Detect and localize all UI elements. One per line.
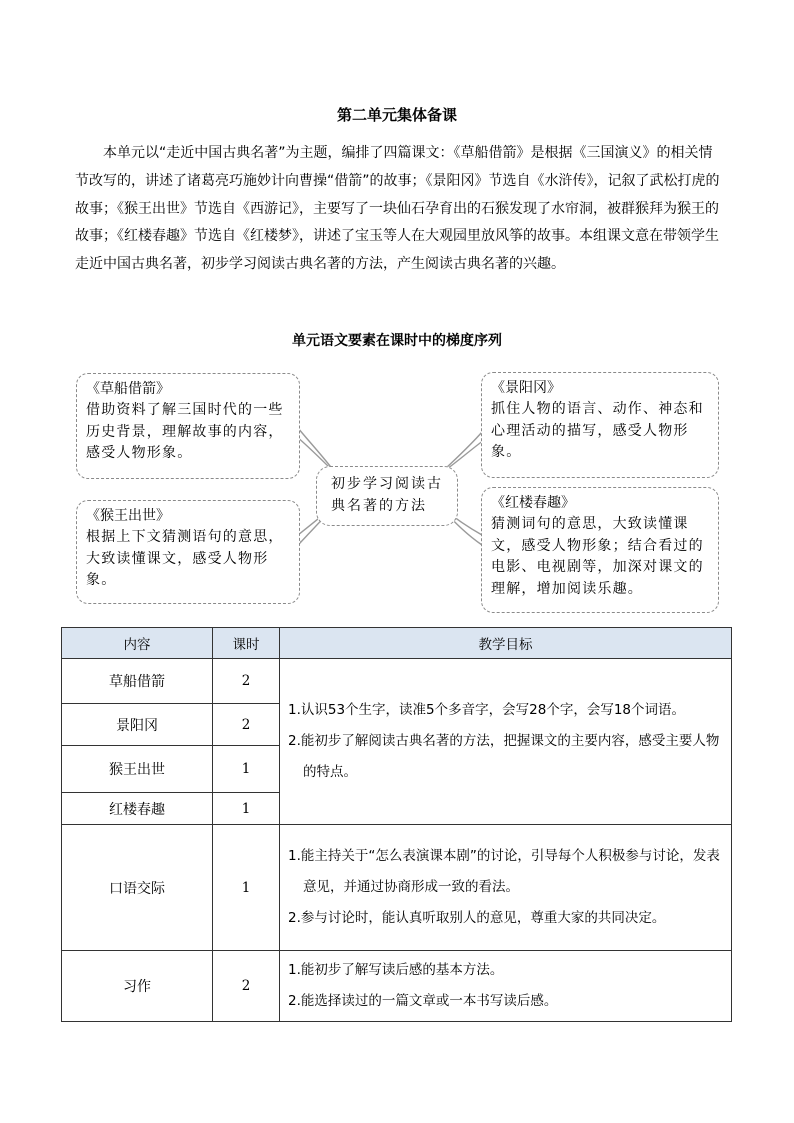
mindmap-center-node: 初步学习阅读古典名著的方法 (316, 466, 458, 526)
cell-content: 草船借箭 (62, 659, 213, 704)
cell-content: 口语交际 (62, 825, 213, 951)
cell-content: 红楼春趣 (62, 793, 213, 825)
mindmap-node-title: 《景阳冈》 (491, 380, 561, 396)
header-goals: 教学目标 (280, 628, 732, 659)
mindmap-node-text: 借助资料了解三国时代的一些历史背景，理解故事的内容，感受人物形象。 (86, 402, 284, 461)
cell-content: 猴王出世 (62, 746, 213, 793)
lesson-plan-table (61, 627, 732, 1022)
table-header-row (62, 628, 732, 659)
cell-hours: 1 (213, 825, 280, 951)
mindmap-heading: 单元语文要素在课时中的梯度序列 (292, 333, 502, 349)
goal-item: 1.能初步了解写读后感的基本方法。 (288, 962, 504, 978)
cell-hours: 2 (213, 704, 280, 746)
mindmap-node-text: 猜测词句的意思，大致读懂课文，感受人物形象；结合看过的电影、电视剧等，加深对课文的理解，增加阅读乐趣。 (491, 516, 704, 597)
cell-goals-oral (280, 825, 732, 951)
mindmap-node-text: 根据上下文猜测语句的意思，大致读懂课文，感受人物形象。 (86, 529, 284, 588)
goal-item: 2.能选择读过的一篇文章或一本书写读后感。 (288, 993, 558, 1009)
mindmap-node-caochuan (76, 373, 300, 479)
cell-goals-reading (280, 659, 732, 825)
cell-hours: 2 (213, 659, 280, 704)
mindmap-node-title: 《红楼春趣》 (491, 495, 575, 511)
goal-item: 2.能初步了解阅读古典名著的方法，把握课文的主要内容，感受主要人物的特点。 (288, 733, 720, 780)
cell-goals-writing (280, 951, 732, 1022)
table-row (62, 951, 732, 1022)
cell-content: 景阳冈 (62, 704, 213, 746)
goal-item: 1.认识53个生字，读准5个多音字，会写28个字，会写18个词语。 (288, 702, 686, 718)
mindmap-node-jingyanggang (481, 372, 719, 478)
mindmap-node-text: 抓住人物的语言、动作、神态和心理活动的描写，感受人物形象。 (491, 401, 704, 460)
cell-hours: 1 (213, 793, 280, 825)
goal-item: 2.参与讨论时，能认真听取别人的意见，尊重大家的共同决定。 (288, 910, 666, 926)
mindmap-node-honglou (481, 487, 719, 613)
cell-content: 习作 (62, 951, 213, 1022)
goal-item: 1.能主持关于“怎么表演课本剧”的讨论，引导每个人积极参与讨论，发表意见，并通过协商形成一致的看法。 (288, 848, 720, 895)
mindmap-node-title: 《猴王出世》 (86, 508, 170, 524)
header-content: 内容 (62, 628, 213, 659)
table-row (62, 825, 732, 951)
table-row (62, 659, 732, 704)
intro-paragraph: 本单元以“走近中国古典名著”为主题，编排了四篇课文：《草船借箭》是根据《三国演义》的相关情节改写的，讲述了诸葛亮巧施妙计向曹操“借箭”的故事；《景阳冈》节选自《水浒传》，记叙了武松打虎的故事；《猴王出世》节选自《西游记》，主要写了一块仙石孕育出的石猴发现了水帘洞，被群猴拜为猴王的故事；《红楼春趣》节选自《红楼梦》，讲述了宝玉等人在大观园里放风筝的故事。本组课文意在带领学生走近中国古典名著，初步学习阅读古典名著的方法，产生阅读古典名著的兴趣。 (75, 145, 720, 273)
mindmap-node-title: 《草船借箭》 (86, 381, 170, 397)
header-hours: 课时 (213, 628, 280, 659)
cell-hours: 2 (213, 951, 280, 1022)
mindmap-node-houwang (76, 500, 300, 604)
cell-hours: 1 (213, 746, 280, 793)
page-title: 第二单元集体备课 (336, 106, 457, 124)
